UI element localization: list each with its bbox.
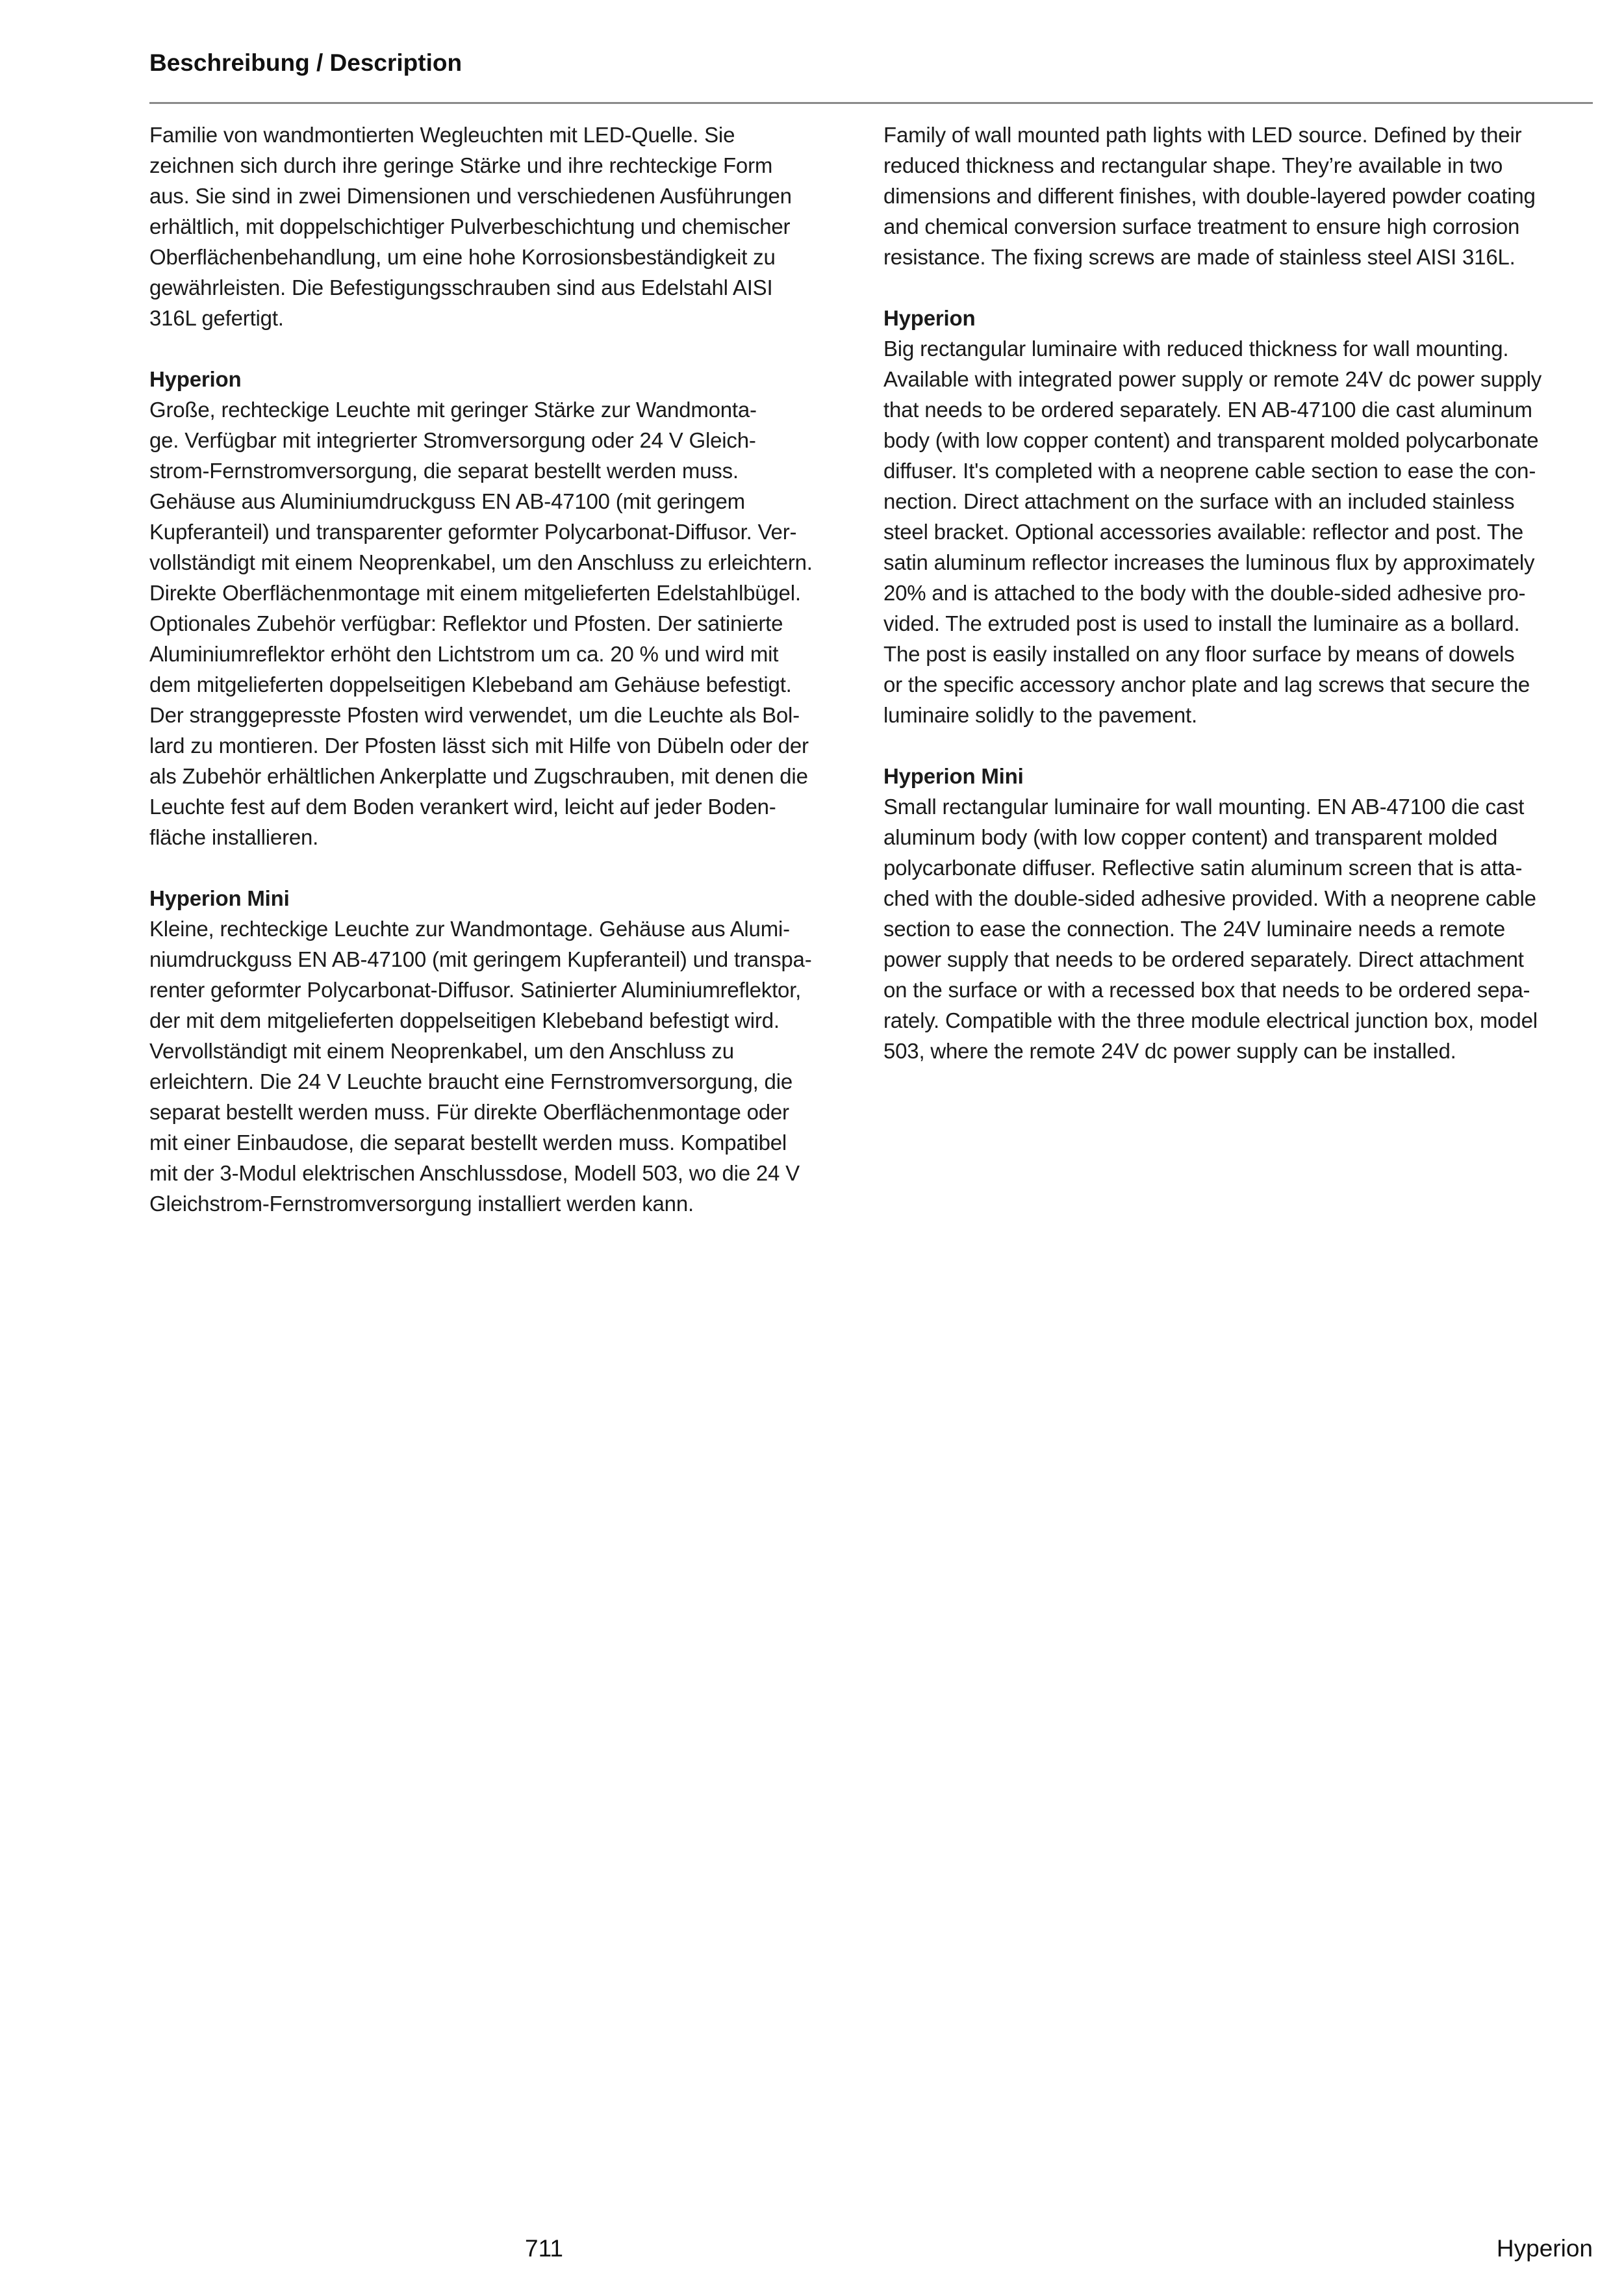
text-line: Optionales Zubehör verfügbar: Reflektor und Pfosten. Der satinierte (149, 611, 783, 635)
text-line: aluminum body (with low copper content) and transparent molded (883, 825, 1498, 849)
header-divider (149, 102, 1593, 104)
paragraph-heading: Hyperion (883, 306, 976, 330)
text-line: Available with integrated power supply or remote 24V dc power supply (883, 367, 1542, 391)
text-line: 503, where the remote 24V dc power supply can be installed. (883, 1039, 1456, 1063)
text-line: Kupferanteil) und transparenter geformter Polycarbonat-Diffusor. Ver- (149, 520, 797, 544)
text-line: Aluminiumreflektor erhöht den Lichtstrom um ca. 20 % und wird mit (149, 642, 779, 666)
text-line: vided. The extruded post is used to install the luminaire as a bollard. (883, 611, 1520, 635)
text-line: Family of wall mounted path lights with LED source. Defined by their (883, 123, 1522, 147)
text-line: nection. Direct attachment on the surface with an included stainless (883, 489, 1515, 513)
text-line: or the specific accessory anchor plate and lag screws that secure the (883, 672, 1530, 696)
german-paragraph (149, 364, 825, 852)
text-line: ge. Verfügbar mit integrierter Stromversorgung oder 24 V Gleich- (149, 428, 756, 452)
german-column (149, 120, 825, 1249)
text-line: ched with the double-sided adhesive provided. With a neoprene cable (883, 886, 1536, 910)
text-line: erleichtern. Die 24 V Leuchte braucht eine Fernstromversorgung, die (149, 1069, 793, 1093)
text-line: strom-Fernstromversorgung, die separat bestellt werden muss. (149, 459, 739, 483)
text-line: lard zu montieren. Der Pfosten lässt sich mit Hilfe von Dübeln oder der (149, 734, 809, 758)
text-line: diffuser. It's completed with a neoprene cable section to ease the con- (883, 459, 1536, 483)
text-line: 20% and is attached to the body with the double-sided adhesive pro- (883, 581, 1526, 605)
text-line: satin aluminum reflector increases the luminous flux by approximately (883, 550, 1535, 574)
text-line: der mit dem mitgelieferten doppelseitigen Klebeband befestigt wird. (149, 1008, 780, 1032)
text-line: separat bestellt werden muss. Für direkte Oberflächenmontage oder (149, 1100, 789, 1124)
text-line: power supply that needs to be ordered separately. Direct attachment (883, 947, 1524, 971)
english-paragraph (883, 120, 1559, 272)
text-line: gewährleisten. Die Befestigungsschrauben sind aus Edelstahl AISI (149, 275, 773, 300)
text-line: and chemical conversion surface treatment to ensure high corrosion (883, 214, 1520, 238)
text-line: polycarbonate diffuser. Reflective satin aluminum screen that is atta- (883, 856, 1523, 880)
text-line: resistance. The fixing screws are made of stainless steel AISI 316L. (883, 245, 1516, 269)
text-line: mit einer Einbaudose, die separat bestellt werden muss. Kompatibel (149, 1131, 787, 1155)
text-line: aus. Sie sind in zwei Dimensionen und verschiedenen Ausführungen (149, 184, 792, 208)
text-line: luminaire solidly to the pavement. (883, 703, 1197, 727)
text-line: steel bracket. Optional accessories available: reflector and post. The (883, 520, 1524, 544)
text-line: vollständigt mit einem Neoprenkabel, um den Anschluss zu erleichtern. (149, 550, 813, 574)
text-line: niumdruckguss EN AB-47100 (mit geringem Kupferanteil) und transpa- (149, 947, 812, 971)
german-paragraph (149, 883, 825, 1219)
text-line: Gehäuse aus Aluminiumdruckguss EN AB-47100 (mit geringem (149, 489, 745, 513)
text-line: Der stranggepresste Pfosten wird verwendet, um die Leuchte als Bol- (149, 703, 800, 727)
text-line: erhältlich, mit doppelschichtiger Pulverbeschichtung und chemischer (149, 214, 791, 238)
text-line: dem mitgelieferten doppelseitigen Klebeband am Gehäuse befestigt. (149, 672, 792, 696)
english-column (883, 120, 1559, 1097)
page-number: 711 (525, 2235, 563, 2262)
section-name: Hyperion (1496, 2235, 1593, 2262)
paragraph-heading: Hyperion (149, 367, 242, 391)
text-line: Vervollständigt mit einem Neoprenkabel, um den Anschluss zu (149, 1039, 734, 1063)
text-line: Familie von wandmontierten Wegleuchten mit LED-Quelle. Sie (149, 123, 735, 147)
english-paragraph (883, 303, 1559, 730)
text-line: section to ease the connection. The 24V luminaire needs a remote (883, 917, 1506, 941)
text-line: on the surface or with a recessed box that needs to be ordered sepa- (883, 978, 1530, 1002)
text-line: body (with low copper content) and transparent molded polycarbonate (883, 428, 1539, 452)
text-line: Small rectangular luminaire for wall mounting. EN AB-47100 die cast (883, 795, 1525, 819)
text-line: The post is easily installed on any floor surface by means of dowels (883, 642, 1515, 666)
paragraph-heading: Hyperion Mini (883, 764, 1024, 788)
text-line: Kleine, rechteckige Leuchte zur Wandmontage. Gehäuse aus Alumi- (149, 917, 790, 941)
text-line: fläche installieren. (149, 825, 319, 849)
text-line: zeichnen sich durch ihre geringe Stärke und ihre rechteckige Form (149, 153, 773, 177)
page-title: Beschreibung / Description (149, 49, 463, 76)
text-line: reduced thickness and rectangular shape. They’re available in two (883, 153, 1503, 177)
text-line: als Zubehör erhältlichen Ankerplatte und Zugschrauben, mit denen die (149, 764, 808, 788)
text-line: that needs to be ordered separately. EN AB-47100 die cast aluminum (883, 398, 1532, 422)
text-line: Leuchte fest auf dem Boden verankert wird, leicht auf jeder Boden- (149, 795, 776, 819)
german-paragraph (149, 120, 825, 333)
text-line: rately. Compatible with the three module electrical junction box, model (883, 1008, 1538, 1032)
text-line: Gleichstrom-Fernstromversorgung installiert werden kann. (149, 1192, 694, 1216)
text-line: dimensions and different finishes, with double-layered powder coating (883, 184, 1536, 208)
text-line: Oberflächenbehandlung, um eine hohe Korrosionsbeständigkeit zu (149, 245, 776, 269)
english-paragraph (883, 761, 1559, 1066)
paragraph-heading: Hyperion Mini (149, 886, 290, 910)
text-line: Direkte Oberflächenmontage mit einem mitgelieferten Edelstahlbügel. (149, 581, 801, 605)
text-line: renter geformter Polycarbonat-Diffusor. Satinierter Aluminiumreflektor, (149, 978, 802, 1002)
text-line: mit der 3-Modul elektrischen Anschlussdose, Modell 503, wo die 24 V (149, 1161, 800, 1185)
text-line: Große, rechteckige Leuchte mit geringer Stärke zur Wandmonta- (149, 398, 757, 422)
text-line: 316L gefertigt. (149, 306, 284, 330)
text-line: Big rectangular luminaire with reduced thickness for wall mounting. (883, 337, 1509, 361)
